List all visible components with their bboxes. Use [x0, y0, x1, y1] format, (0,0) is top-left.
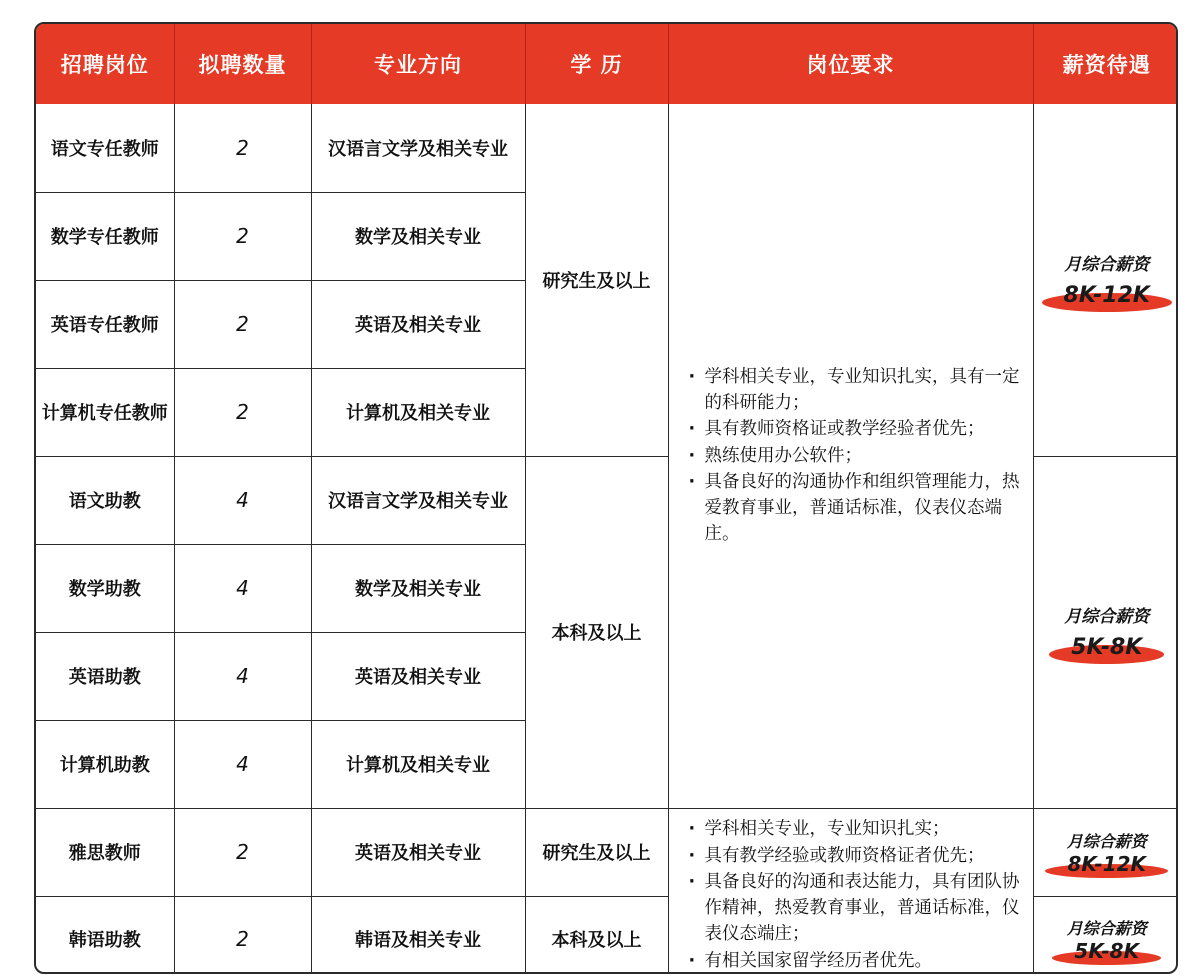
table-row: [36, 104, 1178, 192]
header-major: 专业方向: [311, 24, 525, 104]
requirement-item: · 具备良好的沟通和表达能力，具有团队协作精神，热爱教育事业，普通话标准，仪表仪态端庄；: [689, 869, 1023, 948]
count-cell: 4: [174, 544, 311, 632]
major-cell: 韩语及相关专业: [311, 896, 525, 974]
major-cell: 英语及相关专业: [311, 808, 525, 896]
salary-amount-badge: [1042, 281, 1172, 310]
header-position: 招聘岗位: [36, 24, 174, 104]
salary-cell-ielts: [1033, 808, 1178, 896]
salary-amount: 8K-12K: [1063, 282, 1150, 308]
header-count: 拟聘数量: [174, 24, 311, 104]
requirement-item: · 具有教师资格证或教学经验者优先；: [689, 416, 1023, 442]
header-row: [36, 24, 1178, 104]
salary-amount: 8K-12K: [1067, 851, 1147, 876]
count-cell: 4: [174, 632, 311, 720]
requirements-list-group2: [689, 816, 1023, 974]
count-cell: 2: [174, 280, 311, 368]
count-cell: 2: [174, 368, 311, 456]
major-cell: 计算机及相关专业: [311, 720, 525, 808]
requirements-cell-group1: [668, 104, 1033, 808]
count-cell: 4: [174, 456, 311, 544]
major-cell: 数学及相关专业: [311, 544, 525, 632]
header-education: 学 历: [525, 24, 668, 104]
major-cell: 计算机及相关专业: [311, 368, 525, 456]
position-cell: 语文助教: [36, 456, 174, 544]
position-cell: 英语助教: [36, 632, 174, 720]
salary-box: [1034, 829, 1179, 876]
education-cell-assistants: 本科及以上: [525, 456, 668, 808]
position-cell: 计算机专任教师: [36, 368, 174, 456]
salary-amount-badge: [1049, 633, 1164, 662]
header-requirements: 岗位要求: [668, 24, 1033, 104]
salary-label: 月综合薪资: [1064, 254, 1150, 275]
salary-cell-assistants: [1033, 456, 1178, 808]
position-cell: 计算机助教: [36, 720, 174, 808]
table-row: [36, 808, 1178, 896]
count-cell: 2: [174, 192, 311, 280]
requirement-item: · 学科相关专业，专业知识扎实；: [689, 816, 1023, 842]
position-cell: 韩语助教: [36, 896, 174, 974]
salary-amount: 5K-8K: [1074, 938, 1140, 963]
salary-label: 月综合薪资: [1066, 831, 1147, 851]
count-cell: 2: [174, 896, 311, 974]
salary-label: 月综合薪资: [1066, 918, 1147, 938]
count-cell: 2: [174, 808, 311, 896]
salary-amount-badge: [1045, 852, 1168, 876]
major-cell: 汉语言文学及相关专业: [311, 456, 525, 544]
salary-cell-teachers: [1033, 104, 1178, 456]
requirement-item: · 具备良好的沟通协作和组织管理能力，热爱教育事业，普通话标准，仪表仪态端庄。: [689, 469, 1023, 548]
position-cell: 数学专任教师: [36, 192, 174, 280]
requirement-item: · 熟练使用办公软件；: [689, 443, 1023, 469]
education-cell-ielts: 研究生及以上: [525, 808, 668, 896]
salary-box: [1034, 602, 1179, 662]
major-cell: 数学及相关专业: [311, 192, 525, 280]
salary-label: 月综合薪资: [1064, 607, 1150, 627]
recruitment-table: [36, 24, 1178, 974]
count-cell: 2: [174, 104, 311, 192]
requirement-item: · 有相关国家留学经历者优先。: [689, 948, 1023, 974]
salary-box: [1034, 250, 1179, 310]
major-cell: 英语及相关专业: [311, 280, 525, 368]
salary-cell-korean: [1033, 896, 1178, 974]
major-cell: 英语及相关专业: [311, 632, 525, 720]
major-cell: 汉语言文学及相关专业: [311, 104, 525, 192]
position-cell: 数学助教: [36, 544, 174, 632]
requirements-cell-group2: [668, 808, 1033, 974]
salary-box: [1034, 916, 1179, 963]
position-cell: 语文专任教师: [36, 104, 174, 192]
education-cell-teachers: 研究生及以上: [525, 104, 668, 456]
position-cell: 英语专任教师: [36, 280, 174, 368]
salary-amount-badge: [1052, 939, 1161, 963]
header-salary: 薪资待遇: [1033, 24, 1178, 104]
salary-amount: 5K-8K: [1071, 635, 1143, 660]
count-cell: 4: [174, 720, 311, 808]
requirement-item: · 学科相关专业，专业知识扎实，具有一定的科研能力；: [689, 364, 1023, 417]
recruitment-table-container: [34, 22, 1178, 974]
requirements-list-group1: [689, 364, 1023, 548]
requirement-item: · 具有教学经验或教师资格证者优先；: [689, 843, 1023, 869]
education-cell-korean: 本科及以上: [525, 896, 668, 974]
position-cell: 雅思教师: [36, 808, 174, 896]
